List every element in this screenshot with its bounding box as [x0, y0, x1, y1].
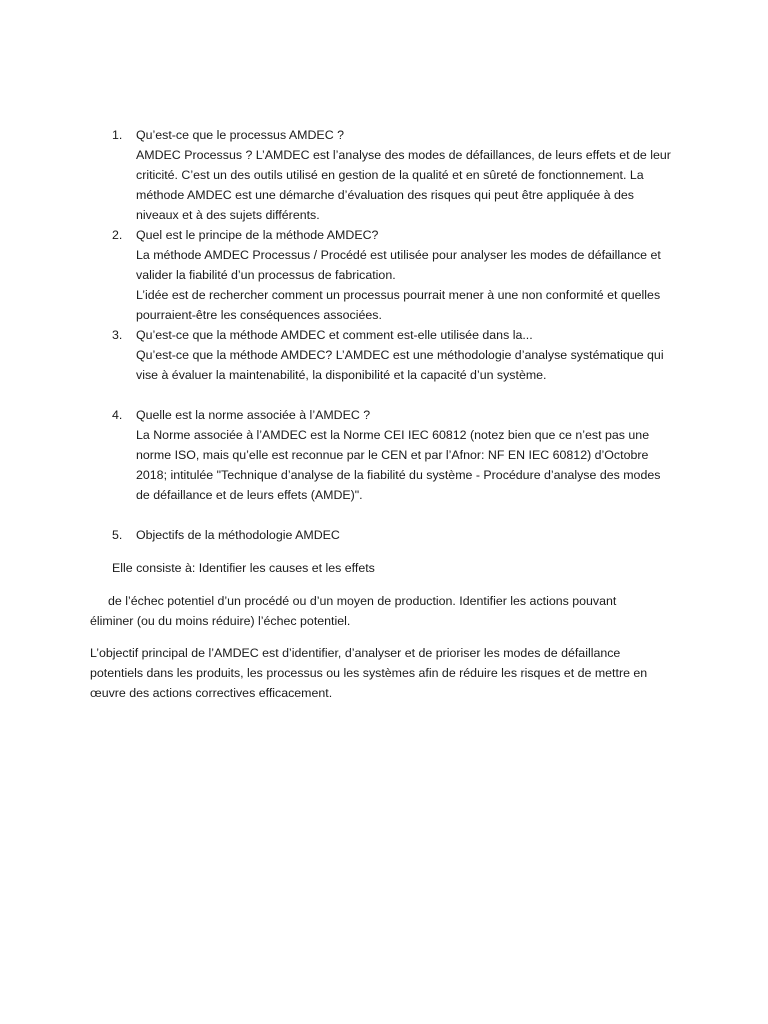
paragraph-line: de l’échec potentiel d’un procédé ou d’un moyen de production. Identifier les actions pouvant	[108, 594, 617, 608]
paragraph-consiste	[112, 558, 672, 578]
paragraph-line: œuvre des actions correctives efficacement.	[90, 686, 333, 700]
list-item-text-line: de défaillance et de leurs effets (AMDE)".	[136, 488, 363, 502]
list-item-text-line: niveaux et à des sujets différents.	[136, 208, 320, 222]
list-item-text-line: Qu’est-ce que la méthode AMDEC? L’AMDEC est une méthodologie d’analyse systématique qui	[136, 348, 664, 362]
paragraph-line: L’objectif principal de l’AMDEC est d’identifier, d’analyser et de prioriser les modes de défaillance	[90, 646, 621, 660]
list-item-heading: Qu’est-ce que la méthode AMDEC et comment est-elle utilisée dans la...	[136, 328, 533, 342]
list-item-text-line: L’idée est de rechercher comment un processus pourrait mener à une non conformité et quelles	[136, 288, 661, 302]
list-number: 5.	[112, 528, 123, 542]
list-item-text-line: vise à évaluer la maintenabilité, la disponibilité et la capacité d’un système.	[136, 368, 547, 382]
paragraph-objectif	[90, 643, 690, 703]
list-item-heading: Objectifs de la méthodologie AMDEC	[136, 528, 340, 542]
list-item-body	[136, 225, 681, 325]
list-item-body	[136, 525, 681, 545]
list-number: 1.	[112, 128, 123, 142]
list-item-text-line: méthode AMDEC est une démarche d’évaluation des risques qui peut être appliquée à des	[136, 188, 635, 202]
paragraph-line: potentiels dans les produits, les processus ou les systèmes afin de réduire les risques et de mettre en	[90, 666, 648, 680]
list-item-heading: Quelle est la norme associée à l’AMDEC ?	[136, 408, 371, 422]
list-item-text-line: norme ISO, mais qu’elle est reconnue par le CEN et par l’Afnor: NF EN IEC 60812) d’Octobre	[136, 448, 649, 462]
list-number: 2.	[112, 228, 123, 242]
list-item-text-line: AMDEC Processus ? L’AMDEC est l’analyse des modes de défaillances, de leurs effets et de leur	[136, 148, 671, 162]
list-item-body	[136, 125, 681, 225]
list-item-text-line: pourraient-être les conséquences associées.	[136, 308, 382, 322]
list-item-text-line: 2018; intitulée "Technique d’analyse de la fiabilité du système - Procédure d’analyse des modes	[136, 468, 661, 482]
list-item-body	[136, 325, 681, 385]
list-item-text-line: criticité. C’est un des outils utilisé en gestion de la qualité et en sûreté de fonctionnement. La	[136, 168, 644, 182]
list-number: 4.	[112, 408, 123, 422]
list-item-body	[136, 405, 681, 505]
paragraph-line: Elle consiste à: Identifier les causes et les effets	[112, 561, 375, 575]
list-item-text-line: valider la fiabilité d’un processus de fabrication.	[136, 268, 396, 282]
list-item-heading: Qu’est-ce que le processus AMDEC ?	[136, 128, 344, 142]
paragraph-echec	[90, 591, 690, 631]
list-item-heading: Quel est le principe de la méthode AMDEC?	[136, 228, 379, 242]
paragraph-line: éliminer (ou du moins réduire) l’échec potentiel.	[90, 614, 351, 628]
list-item-text-line: La méthode AMDEC Processus / Procédé est utilisée pour analyser les modes de défaillance et	[136, 248, 661, 262]
list-item-text-line: La Norme associée à l’AMDEC est la Norme CEI IEC 60812 (notez bien que ce n’est pas une	[136, 428, 650, 442]
list-number: 3.	[112, 328, 123, 342]
